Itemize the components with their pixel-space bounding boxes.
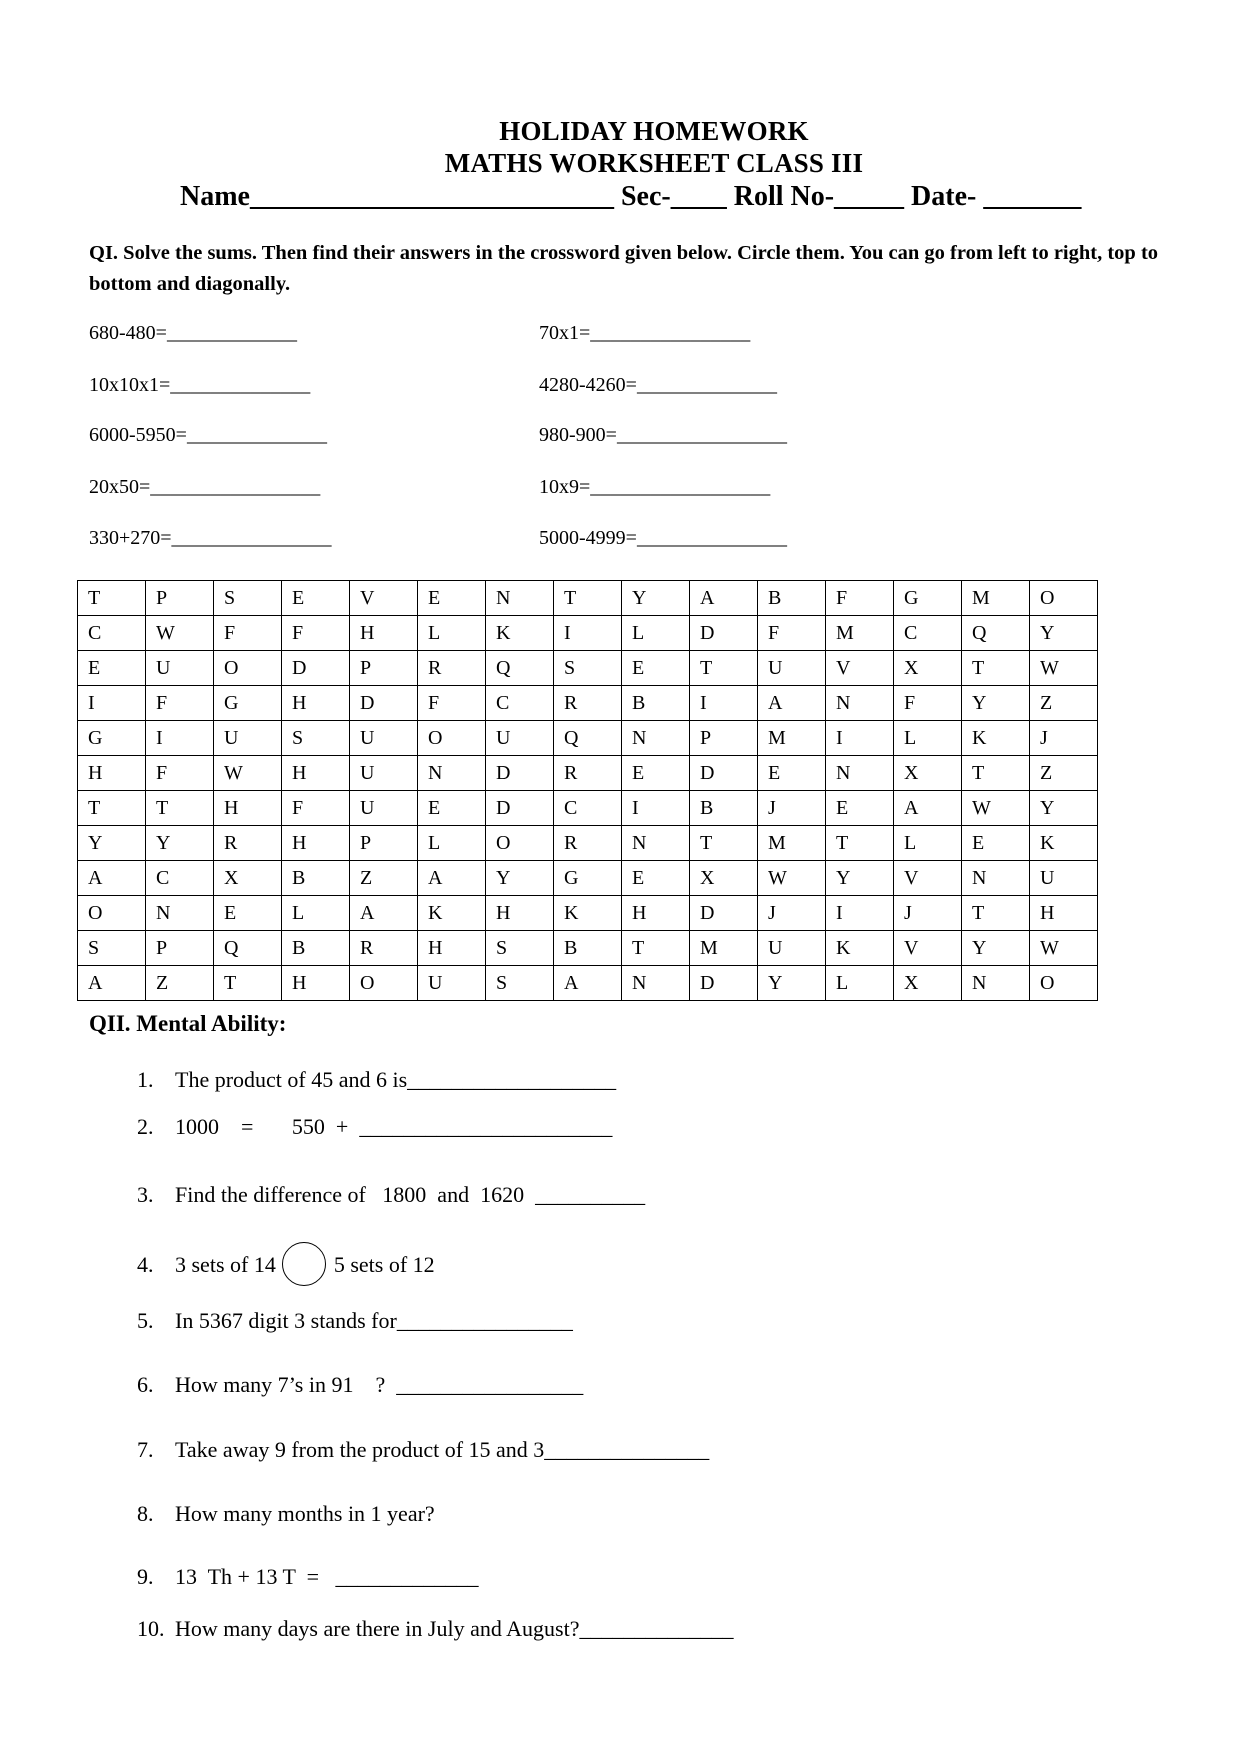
grid-cell[interactable]: R [350, 931, 418, 966]
grid-cell[interactable]: T [78, 791, 146, 826]
grid-cell[interactable]: F [894, 686, 962, 721]
grid-cell[interactable]: J [758, 791, 826, 826]
grid-cell[interactable]: E [622, 861, 690, 896]
grid-cell[interactable]: K [486, 616, 554, 651]
grid-cell[interactable]: V [894, 861, 962, 896]
grid-cell[interactable]: H [1030, 896, 1098, 931]
grid-cell[interactable]: T [962, 756, 1030, 791]
grid-cell[interactable]: N [962, 966, 1030, 1001]
grid-cell[interactable]: V [894, 931, 962, 966]
question-number: 9. [137, 1564, 154, 1589]
grid-cell[interactable]: D [350, 686, 418, 721]
grid-cell[interactable]: H [282, 756, 350, 791]
grid-row [78, 861, 1098, 896]
grid-cell[interactable]: T [554, 581, 622, 616]
question-number: 2. [137, 1114, 154, 1139]
question-9[interactable] [126, 1538, 479, 1590]
grid-row [78, 616, 1098, 651]
grid-cell[interactable]: Z [146, 966, 214, 1001]
question-text: Take away 9 from the product of 15 and 3_______________ [175, 1437, 710, 1462]
sum-left-5[interactable]: 330+270=________________ [89, 527, 332, 549]
grid-cell[interactable]: X [894, 966, 962, 1001]
grid-cell[interactable]: B [282, 861, 350, 896]
question-8[interactable] [126, 1475, 435, 1527]
grid-cell[interactable]: R [418, 651, 486, 686]
grid-cell[interactable]: H [486, 896, 554, 931]
grid-cell[interactable]: H [78, 756, 146, 791]
grid-cell[interactable]: G [894, 581, 962, 616]
grid-cell[interactable]: D [690, 756, 758, 791]
grid-cell[interactable]: E [622, 651, 690, 686]
grid-cell[interactable]: Z [350, 861, 418, 896]
question-number: 8. [137, 1501, 154, 1526]
grid-cell[interactable]: L [894, 826, 962, 861]
grid-cell[interactable]: U [486, 721, 554, 756]
grid-cell[interactable]: Y [1030, 791, 1098, 826]
grid-cell[interactable]: C [78, 616, 146, 651]
grid-cell[interactable]: A [78, 966, 146, 1001]
grid-cell[interactable]: U [214, 721, 282, 756]
question-text: In 5367 digit 3 stands for________________ [175, 1308, 573, 1333]
grid-cell[interactable]: H [418, 931, 486, 966]
question-number: 6. [137, 1372, 154, 1397]
grid-cell[interactable]: I [826, 896, 894, 931]
comparison-left-text: 3 sets of 14 [175, 1252, 276, 1278]
grid-cell[interactable]: J [1030, 721, 1098, 756]
grid-cell[interactable]: K [1030, 826, 1098, 861]
grid-cell[interactable]: F [282, 616, 350, 651]
question-text: How many 7’s in 91 ? _________________ [175, 1372, 584, 1397]
grid-cell[interactable]: E [962, 826, 1030, 861]
grid-cell[interactable]: C [486, 686, 554, 721]
grid-cell[interactable]: Y [962, 931, 1030, 966]
grid-cell[interactable]: A [894, 791, 962, 826]
grid-cell[interactable]: N [146, 896, 214, 931]
grid-row [78, 791, 1098, 826]
comparison-right-text: 5 sets of 12 [333, 1252, 435, 1278]
sum-right-1[interactable]: 70x1=________________ [539, 322, 751, 344]
grid-cell[interactable]: H [282, 826, 350, 861]
grid-cell[interactable]: Y [1030, 616, 1098, 651]
grid-cell[interactable]: K [554, 896, 622, 931]
grid-cell[interactable]: T [690, 826, 758, 861]
grid-cell[interactable]: X [690, 861, 758, 896]
question-number: 1. [137, 1067, 154, 1092]
grid-cell[interactable]: B [554, 931, 622, 966]
grid-cell[interactable]: N [826, 756, 894, 791]
sum-left-1[interactable]: 680-480=_____________ [89, 322, 297, 344]
grid-cell[interactable]: E [418, 791, 486, 826]
grid-row [78, 931, 1098, 966]
question-7[interactable] [126, 1411, 709, 1463]
grid-cell[interactable]: Y [758, 966, 826, 1001]
sum-right-4[interactable]: 10x9=__________________ [539, 476, 771, 498]
grid-cell[interactable]: L [282, 896, 350, 931]
grid-cell[interactable]: M [962, 581, 1030, 616]
grid-cell[interactable]: A [554, 966, 622, 1001]
worksheet-title: HOLIDAY HOMEWORK [499, 116, 809, 146]
worksheet-subtitle: MATHS WORKSHEET CLASS III [444, 148, 864, 178]
grid-cell[interactable]: S [214, 581, 282, 616]
grid-cell[interactable]: A [690, 581, 758, 616]
grid-row [78, 896, 1098, 931]
grid-cell[interactable]: P [690, 721, 758, 756]
grid-cell[interactable]: O [214, 651, 282, 686]
grid-cell[interactable]: N [622, 721, 690, 756]
question-text: The product of 45 and 6 is___________________ [175, 1067, 617, 1092]
grid-cell[interactable]: U [418, 966, 486, 1001]
grid-row [78, 721, 1098, 756]
grid-cell[interactable]: E [758, 756, 826, 791]
grid-cell[interactable]: Q [486, 651, 554, 686]
grid-cell[interactable]: C [894, 616, 962, 651]
q1-instruction: QI. Solve the sums. Then find their answers in the crossword given below. Circle them. You can go from left to right, top to bottom and diagonally. [89, 242, 1159, 295]
grid-cell[interactable]: F [826, 581, 894, 616]
grid-cell[interactable]: C [146, 861, 214, 896]
grid-cell[interactable]: T [78, 581, 146, 616]
sum-right-3[interactable]: 980-900=_________________ [539, 424, 787, 446]
grid-cell[interactable]: I [622, 791, 690, 826]
grid-cell[interactable]: F [146, 686, 214, 721]
grid-cell[interactable]: F [146, 756, 214, 791]
grid-cell[interactable]: U [350, 756, 418, 791]
grid-cell[interactable]: S [554, 651, 622, 686]
question-text: 1000 = 550 + _______________________ [175, 1114, 613, 1139]
grid-cell[interactable]: U [1030, 861, 1098, 896]
grid-cell[interactable]: E [282, 581, 350, 616]
grid-cell[interactable]: J [758, 896, 826, 931]
question-number: 10. [137, 1616, 165, 1641]
grid-cell[interactable]: T [962, 651, 1030, 686]
grid-cell[interactable]: O [418, 721, 486, 756]
grid-cell[interactable]: U [350, 721, 418, 756]
grid-cell[interactable]: Z [1030, 686, 1098, 721]
grid-cell[interactable]: U [350, 791, 418, 826]
grid-cell[interactable]: T [622, 931, 690, 966]
grid-cell[interactable]: N [622, 966, 690, 1001]
grid-row [78, 966, 1098, 1001]
grid-cell[interactable]: U [758, 931, 826, 966]
grid-cell[interactable]: F [758, 616, 826, 651]
grid-cell[interactable]: C [554, 791, 622, 826]
grid-cell[interactable]: Y [622, 581, 690, 616]
grid-cell[interactable]: T [146, 791, 214, 826]
question-number: 7. [137, 1437, 154, 1462]
grid-cell[interactable]: Y [78, 826, 146, 861]
grid-cell[interactable]: E [418, 581, 486, 616]
grid-cell[interactable]: L [418, 616, 486, 651]
grid-cell[interactable]: B [758, 581, 826, 616]
grid-cell[interactable]: M [758, 826, 826, 861]
word-search-grid [77, 580, 1098, 1001]
grid-cell[interactable]: I [690, 686, 758, 721]
grid-row [78, 581, 1098, 616]
grid-cell[interactable]: Y [962, 686, 1030, 721]
grid-cell[interactable]: F [282, 791, 350, 826]
grid-cell[interactable]: A [758, 686, 826, 721]
grid-cell[interactable]: I [554, 616, 622, 651]
grid-cell[interactable]: P [350, 826, 418, 861]
grid-cell[interactable]: D [282, 651, 350, 686]
grid-cell[interactable]: H [350, 616, 418, 651]
grid-cell[interactable]: W [1030, 931, 1098, 966]
grid-cell[interactable]: L [622, 616, 690, 651]
grid-cell[interactable]: X [894, 756, 962, 791]
grid-cell[interactable]: M [758, 721, 826, 756]
grid-cell[interactable]: Q [962, 616, 1030, 651]
q2-heading: QII. Mental Ability: [89, 1011, 287, 1036]
grid-cell[interactable]: N [622, 826, 690, 861]
grid-cell[interactable]: Z [1030, 756, 1098, 791]
grid-cell[interactable]: P [146, 931, 214, 966]
grid-cell[interactable]: E [622, 756, 690, 791]
grid-row [78, 686, 1098, 721]
grid-cell[interactable]: X [894, 651, 962, 686]
question-number: 3. [137, 1182, 154, 1207]
grid-cell[interactable]: O [1030, 581, 1098, 616]
grid-cell[interactable]: U [146, 651, 214, 686]
grid-cell[interactable]: N [486, 581, 554, 616]
question-1[interactable] [126, 1041, 616, 1093]
question-text: How many months in 1 year? [175, 1501, 435, 1526]
grid-cell[interactable]: R [554, 756, 622, 791]
grid-cell[interactable]: P [146, 581, 214, 616]
grid-cell[interactable]: H [282, 686, 350, 721]
grid-cell[interactable]: U [758, 651, 826, 686]
sum-left-2[interactable]: 10x10x1=______________ [89, 374, 311, 396]
grid-cell[interactable]: A [78, 861, 146, 896]
grid-cell[interactable]: H [214, 791, 282, 826]
grid-cell[interactable]: B [282, 931, 350, 966]
grid-cell[interactable]: W [758, 861, 826, 896]
grid-cell[interactable]: L [826, 966, 894, 1001]
question-6[interactable] [126, 1346, 583, 1398]
grid-cell[interactable]: Q [214, 931, 282, 966]
question-text: How many days are there in July and August?______________ [175, 1616, 734, 1641]
grid-cell[interactable]: L [418, 826, 486, 861]
grid-cell[interactable]: S [282, 721, 350, 756]
grid-cell[interactable]: W [146, 616, 214, 651]
grid-cell[interactable]: G [214, 686, 282, 721]
grid-cell[interactable]: B [690, 791, 758, 826]
grid-cell[interactable]: H [622, 896, 690, 931]
grid-cell[interactable]: R [554, 686, 622, 721]
grid-cell[interactable]: Q [554, 721, 622, 756]
grid-cell[interactable]: T [690, 651, 758, 686]
grid-cell[interactable]: W [1030, 651, 1098, 686]
grid-cell[interactable]: B [622, 686, 690, 721]
grid-cell[interactable]: Y [826, 861, 894, 896]
grid-cell[interactable]: D [486, 791, 554, 826]
grid-cell[interactable]: W [214, 756, 282, 791]
grid-cell[interactable]: E [826, 791, 894, 826]
grid-cell[interactable]: D [486, 756, 554, 791]
grid-cell[interactable]: L [894, 721, 962, 756]
grid-cell[interactable]: S [486, 931, 554, 966]
question-text: 13 Th + 13 T = _____________ [175, 1564, 479, 1589]
grid-cell[interactable]: R [554, 826, 622, 861]
grid-cell[interactable]: K [418, 896, 486, 931]
grid-cell[interactable]: G [554, 861, 622, 896]
grid-cell[interactable]: E [214, 896, 282, 931]
grid-cell[interactable]: A [350, 896, 418, 931]
grid-cell[interactable]: T [214, 966, 282, 1001]
grid-cell[interactable]: O [78, 896, 146, 931]
sum-right-2[interactable]: 4280-4260=______________ [539, 374, 777, 396]
grid-cell[interactable]: D [690, 616, 758, 651]
grid-cell[interactable]: T [826, 826, 894, 861]
grid-cell[interactable]: S [486, 966, 554, 1001]
grid-cell[interactable]: K [826, 931, 894, 966]
sum-right-5[interactable]: 5000-4999=_______________ [539, 527, 787, 549]
grid-row [78, 826, 1098, 861]
grid-cell[interactable]: I [78, 686, 146, 721]
sum-left-3[interactable]: 6000-5950=______________ [89, 424, 327, 446]
grid-cell[interactable]: V [826, 651, 894, 686]
question-text: Find the difference of 1800 and 1620 __________ [175, 1182, 646, 1207]
grid-row [78, 651, 1098, 686]
grid-cell[interactable]: P [350, 651, 418, 686]
grid-cell[interactable]: E [78, 651, 146, 686]
comparison-circle[interactable] [282, 1242, 326, 1286]
question-10[interactable] [126, 1590, 733, 1642]
question-5[interactable] [126, 1282, 573, 1334]
grid-cell[interactable]: F [214, 616, 282, 651]
question-number: 4. [137, 1252, 154, 1278]
question-2[interactable] [126, 1088, 612, 1140]
grid-cell[interactable]: O [486, 826, 554, 861]
grid-cell[interactable]: J [894, 896, 962, 931]
grid-cell[interactable]: T [962, 896, 1030, 931]
grid-row [78, 756, 1098, 791]
sum-left-4[interactable]: 20x50=_________________ [89, 476, 321, 498]
grid-cell[interactable]: A [418, 861, 486, 896]
grid-cell[interactable]: X [214, 861, 282, 896]
grid-cell[interactable]: K [962, 721, 1030, 756]
grid-cell[interactable]: N [962, 861, 1030, 896]
grid-cell[interactable]: G [78, 721, 146, 756]
grid-cell[interactable]: D [690, 966, 758, 1001]
question-number: 5. [137, 1308, 154, 1333]
grid-cell[interactable]: O [350, 966, 418, 1001]
grid-cell[interactable]: D [690, 896, 758, 931]
grid-cell[interactable]: I [146, 721, 214, 756]
grid-cell[interactable]: I [826, 721, 894, 756]
grid-cell[interactable]: M [690, 931, 758, 966]
grid-cell[interactable]: F [418, 686, 486, 721]
student-details-line[interactable]: Name__________________________ Sec-____ Roll No-_____ Date- _______ [180, 181, 1082, 212]
grid-cell[interactable]: Y [146, 826, 214, 861]
grid-cell[interactable]: R [214, 826, 282, 861]
grid-cell[interactable]: V [350, 581, 418, 616]
grid-cell[interactable]: N [418, 756, 486, 791]
question-4[interactable] [126, 1219, 435, 1289]
grid-cell[interactable]: M [826, 616, 894, 651]
grid-cell[interactable]: Y [486, 861, 554, 896]
grid-cell[interactable]: N [826, 686, 894, 721]
grid-cell[interactable]: W [962, 791, 1030, 826]
grid-cell[interactable]: O [1030, 966, 1098, 1001]
grid-cell[interactable]: S [78, 931, 146, 966]
question-3[interactable] [126, 1156, 645, 1208]
grid-cell[interactable]: H [282, 966, 350, 1001]
